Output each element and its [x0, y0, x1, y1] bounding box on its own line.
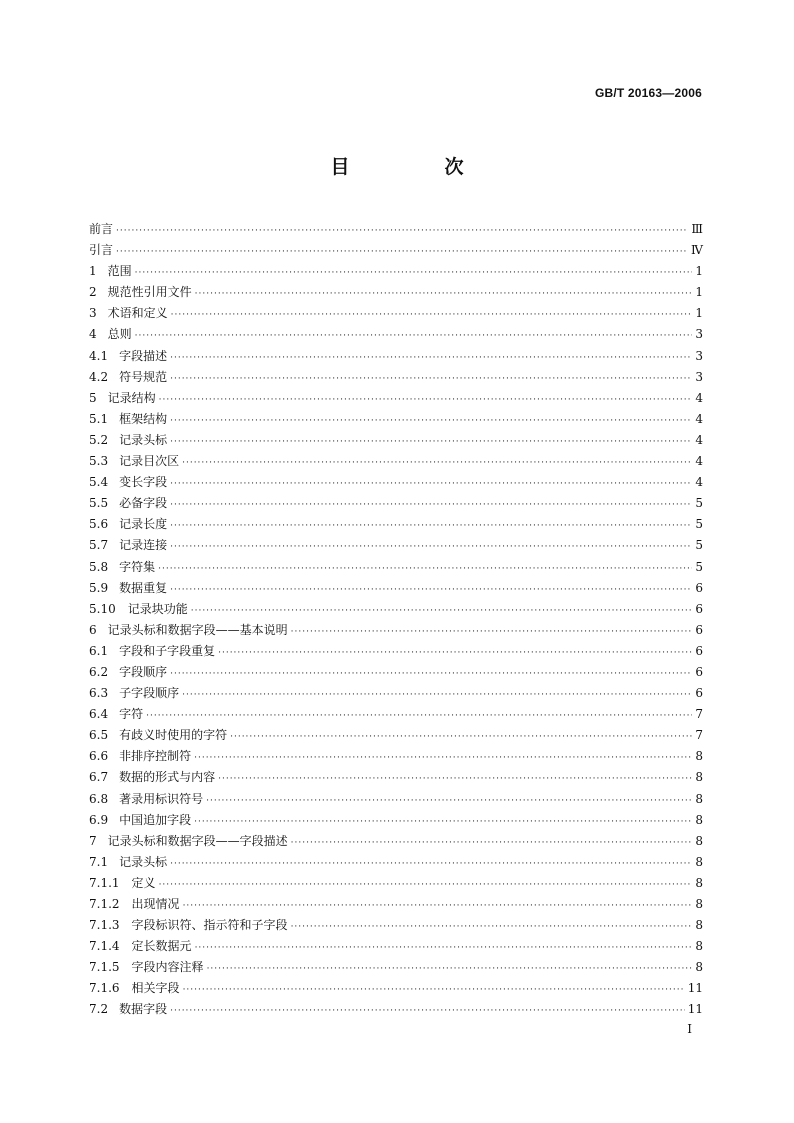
toc-entry-number: 4.2 [89, 369, 109, 384]
toc-entry-number: 1 [89, 264, 97, 279]
toc-dot-leader [135, 326, 693, 347]
toc-entry[interactable] [89, 324, 703, 345]
toc-entry-label: 数据的形式与内容 [119, 770, 216, 785]
toc-entry-number: 4.1 [89, 348, 109, 363]
toc-entry-label: 字段顺序 [119, 664, 168, 679]
toc-entry-label: 非排序控制符 [119, 749, 192, 764]
toc-entry[interactable] [89, 472, 703, 493]
toc-entry[interactable] [89, 578, 703, 599]
toc-dot-leader [170, 369, 692, 390]
toc-entry[interactable] [89, 936, 703, 957]
toc-entry-label: 定义 [131, 875, 156, 890]
toc-dot-leader [159, 390, 693, 411]
toc-entry-number: 6.2 [89, 664, 109, 679]
toc-entry-label: 规范性引用文件 [107, 285, 192, 300]
toc-dot-leader [194, 812, 692, 833]
toc-entry-page: 1 [695, 285, 703, 300]
toc-entry-label: 字符 [119, 707, 144, 722]
toc-dot-leader [291, 833, 693, 854]
toc-entry-label: 记录头标和数据字段——基本说明 [107, 622, 288, 637]
toc-entry-label: 记录头标和数据字段——字段描述 [107, 833, 288, 848]
toc-entry-page: 8 [695, 918, 703, 933]
toc-entry-number: 4 [89, 327, 97, 342]
toc-entry-page: 6 [695, 601, 703, 616]
toc-entry[interactable] [89, 303, 703, 324]
toc-entry[interactable] [89, 451, 703, 472]
toc-entry-page: 6 [695, 580, 703, 595]
toc-dot-leader [116, 221, 688, 242]
toc-entry-page: 5 [695, 496, 703, 511]
table-of-contents [89, 219, 703, 1021]
toc-entry[interactable] [89, 219, 703, 240]
toc-dot-leader [207, 959, 693, 980]
toc-dot-leader [218, 643, 692, 664]
toc-entry-number: 5.6 [89, 517, 109, 532]
toc-entry-page: 1 [695, 264, 703, 279]
toc-entry-number: 7.1 [89, 854, 109, 869]
toc-entry-page: 7 [695, 707, 703, 722]
toc-entry-label: 记录头标 [119, 854, 168, 869]
toc-entry-label: 相关字段 [131, 981, 180, 996]
toc-entry-page: 4 [695, 454, 703, 469]
toc-entry[interactable] [89, 261, 703, 282]
toc-dot-leader [182, 453, 692, 474]
toc-entry[interactable] [89, 409, 703, 430]
toc-entry-page: 8 [695, 833, 703, 848]
toc-entry-page: 6 [695, 643, 703, 658]
toc-entry[interactable] [89, 535, 703, 556]
toc-dot-leader [171, 305, 693, 326]
toc-entry[interactable] [89, 493, 703, 514]
toc-entry[interactable] [89, 346, 703, 367]
toc-entry[interactable] [89, 746, 703, 767]
toc-entry-page: 1 [695, 306, 703, 321]
toc-dot-leader [170, 537, 692, 558]
toc-dot-leader [170, 664, 692, 685]
toc-entry[interactable] [89, 894, 703, 915]
toc-entry-number: 7.1.5 [89, 960, 120, 975]
toc-entry-label: 著录用标识符号 [119, 791, 204, 806]
toc-dot-leader [116, 242, 688, 263]
toc-entry-number: 5.8 [89, 559, 109, 574]
toc-entry[interactable] [89, 810, 703, 831]
toc-entry-number: 7.1.6 [89, 981, 120, 996]
toc-entry-label: 定长数据元 [131, 939, 192, 954]
toc-entry-number: 6.8 [89, 791, 109, 806]
toc-entry[interactable] [89, 240, 703, 261]
toc-entry-page: 5 [695, 559, 703, 574]
toc-entry[interactable] [89, 620, 703, 641]
toc-entry-label: 字段描述 [119, 348, 168, 363]
toc-entry-label: 范围 [107, 264, 132, 279]
toc-entry-label: 前言 [89, 222, 114, 236]
toc-entry-page: 8 [695, 897, 703, 911]
toc-entry[interactable] [89, 430, 703, 451]
toc-entry-label: 变长字段 [119, 475, 168, 490]
toc-entry[interactable] [89, 514, 703, 535]
toc-dot-leader [291, 622, 693, 643]
toc-entry[interactable] [89, 873, 703, 894]
toc-entry-label: 字符集 [119, 559, 156, 574]
toc-entry-label: 必备字段 [119, 496, 168, 511]
toc-entry-page: 8 [695, 791, 703, 806]
toc-entry-label: 符号规范 [119, 369, 168, 384]
toc-entry[interactable] [89, 978, 703, 999]
toc-dot-leader [195, 938, 693, 959]
toc-entry-page: 5 [695, 538, 703, 553]
toc-entry-number: 7.2 [89, 1002, 109, 1017]
toc-dot-leader [146, 706, 692, 727]
toc-entry-label: 字段和子字段重复 [119, 643, 216, 658]
toc-entry-number: 6.3 [89, 686, 109, 701]
toc-entry[interactable] [89, 282, 703, 303]
toc-entry-number: 5.9 [89, 580, 109, 595]
toc-dot-leader [206, 791, 692, 812]
toc-entry-label: 记录连接 [119, 538, 168, 553]
toc-entry-label: 记录目次区 [119, 454, 180, 469]
toc-entry-label: 记录长度 [119, 517, 168, 532]
toc-entry[interactable] [89, 367, 703, 388]
toc-entry-number: 6.1 [89, 643, 109, 658]
toc-entry-page: 3 [695, 348, 703, 363]
toc-dot-leader [159, 875, 693, 896]
toc-entry[interactable] [89, 725, 703, 746]
toc-entry-number: 5.5 [89, 496, 109, 511]
toc-dot-leader [194, 748, 692, 769]
toc-entry-label: 引言 [89, 243, 114, 258]
toc-dot-leader [170, 348, 692, 369]
toc-entry-number: 7 [89, 833, 97, 848]
toc-entry-page: 11 [687, 981, 703, 996]
toc-entry-number: 5.3 [89, 454, 109, 469]
toc-entry-page: 3 [695, 369, 703, 384]
toc-entry[interactable] [89, 999, 703, 1020]
toc-entry-number: 6.7 [89, 770, 109, 785]
toc-entry-number: 6.9 [89, 812, 109, 827]
toc-entry-page: 3 [695, 327, 703, 342]
toc-entry[interactable] [89, 388, 703, 409]
toc-entry-page: 11 [687, 1002, 703, 1017]
toc-entry[interactable] [89, 852, 703, 873]
toc-entry-number: 5.10 [89, 601, 116, 616]
toc-entry-label: 记录块功能 [127, 601, 188, 616]
toc-entry-label: 字段标识符、指示符和子字段 [131, 918, 288, 933]
page-title [0, 152, 794, 179]
toc-entry-number: 6 [89, 622, 97, 637]
toc-entry-page: 4 [695, 432, 703, 447]
toc-dot-leader [183, 896, 693, 917]
toc-entry-number: 6.4 [89, 707, 109, 722]
toc-entry-number: 3 [89, 306, 97, 321]
toc-entry-label: 中国追加字段 [119, 812, 192, 827]
toc-dot-leader [170, 495, 692, 516]
toc-entry-page: Ⅲ [691, 222, 703, 236]
toc-entry[interactable] [89, 683, 703, 704]
toc-entry-number: 5.1 [89, 411, 109, 426]
toc-entry[interactable] [89, 641, 703, 662]
toc-entry-page: 8 [695, 875, 703, 890]
toc-entry-number: 5.4 [89, 475, 109, 490]
toc-entry-label: 字段内容注释 [131, 960, 204, 975]
toc-entry-label: 数据字段 [119, 1002, 168, 1017]
toc-entry-page: 8 [695, 749, 703, 764]
toc-entry-page: Ⅳ [691, 243, 703, 258]
toc-entry[interactable] [89, 662, 703, 683]
toc-entry-label: 框架结构 [119, 411, 168, 426]
toc-entry-number: 7.1.2 [89, 897, 120, 911]
toc-entry[interactable] [89, 599, 703, 620]
standard-code: GB/T 20163—2006 [594, 86, 702, 100]
toc-entry-label: 出现情况 [131, 897, 180, 911]
toc-dot-leader [195, 284, 693, 305]
toc-dot-leader [170, 432, 692, 453]
toc-entry-label: 有歧义时使用的字符 [119, 728, 228, 743]
page-title-text: 目 次 [330, 156, 502, 178]
toc-entry-number: 5.7 [89, 538, 109, 553]
toc-entry[interactable] [89, 957, 703, 978]
toc-dot-leader [170, 474, 692, 495]
toc-entry-page: 8 [695, 770, 703, 785]
toc-dot-leader [183, 980, 685, 1001]
toc-entry-label: 记录结构 [107, 390, 156, 405]
toc-dot-leader [230, 727, 692, 748]
toc-entry[interactable] [89, 767, 703, 788]
toc-dot-leader [135, 263, 693, 284]
toc-entry-label: 总则 [107, 327, 132, 342]
toc-entry-page: 5 [695, 517, 703, 532]
toc-entry-page: 6 [695, 664, 703, 679]
toc-dot-leader [158, 559, 692, 580]
toc-entry-page: 4 [695, 390, 703, 405]
toc-entry-number: 6.6 [89, 749, 109, 764]
toc-entry-page: 4 [695, 411, 703, 426]
toc-entry-page: 6 [695, 622, 703, 637]
toc-dot-leader [291, 917, 693, 938]
toc-entry-page: 8 [695, 854, 703, 869]
toc-dot-leader [191, 601, 693, 622]
toc-entry-page: 8 [695, 939, 703, 954]
toc-entry-page: 8 [695, 960, 703, 975]
toc-entry-number: 6.5 [89, 728, 109, 743]
toc-entry-page: 4 [695, 475, 703, 490]
toc-entry-number: 7.1.4 [89, 939, 120, 954]
toc-entry[interactable] [89, 789, 703, 810]
toc-entry[interactable] [89, 915, 703, 936]
toc-entry[interactable] [89, 557, 703, 578]
toc-entry-number: 2 [89, 285, 97, 300]
toc-dot-leader [182, 685, 692, 706]
toc-entry-number: 5.2 [89, 432, 109, 447]
toc-entry-label: 术语和定义 [107, 306, 168, 321]
toc-dot-leader [218, 769, 692, 790]
toc-dot-leader [170, 580, 692, 601]
toc-entry-label: 记录头标 [119, 432, 168, 447]
toc-entry-page: 8 [695, 812, 703, 827]
toc-dot-leader [170, 516, 692, 537]
toc-entry-number: 5 [89, 390, 97, 405]
toc-entry-page: 7 [695, 728, 703, 743]
toc-entry-label: 数据重复 [119, 580, 168, 595]
toc-dot-leader [170, 1001, 685, 1022]
toc-entry-number: 7.1.3 [89, 918, 120, 933]
toc-entry-label: 子字段顺序 [119, 686, 180, 701]
page-folio: Ⅰ [687, 1022, 692, 1036]
toc-entry[interactable] [89, 831, 703, 852]
toc-dot-leader [170, 854, 692, 875]
toc-dot-leader [170, 411, 692, 432]
toc-entry-page: 6 [695, 686, 703, 701]
toc-entry-number: 7.1.1 [89, 875, 120, 890]
toc-entry[interactable] [89, 704, 703, 725]
